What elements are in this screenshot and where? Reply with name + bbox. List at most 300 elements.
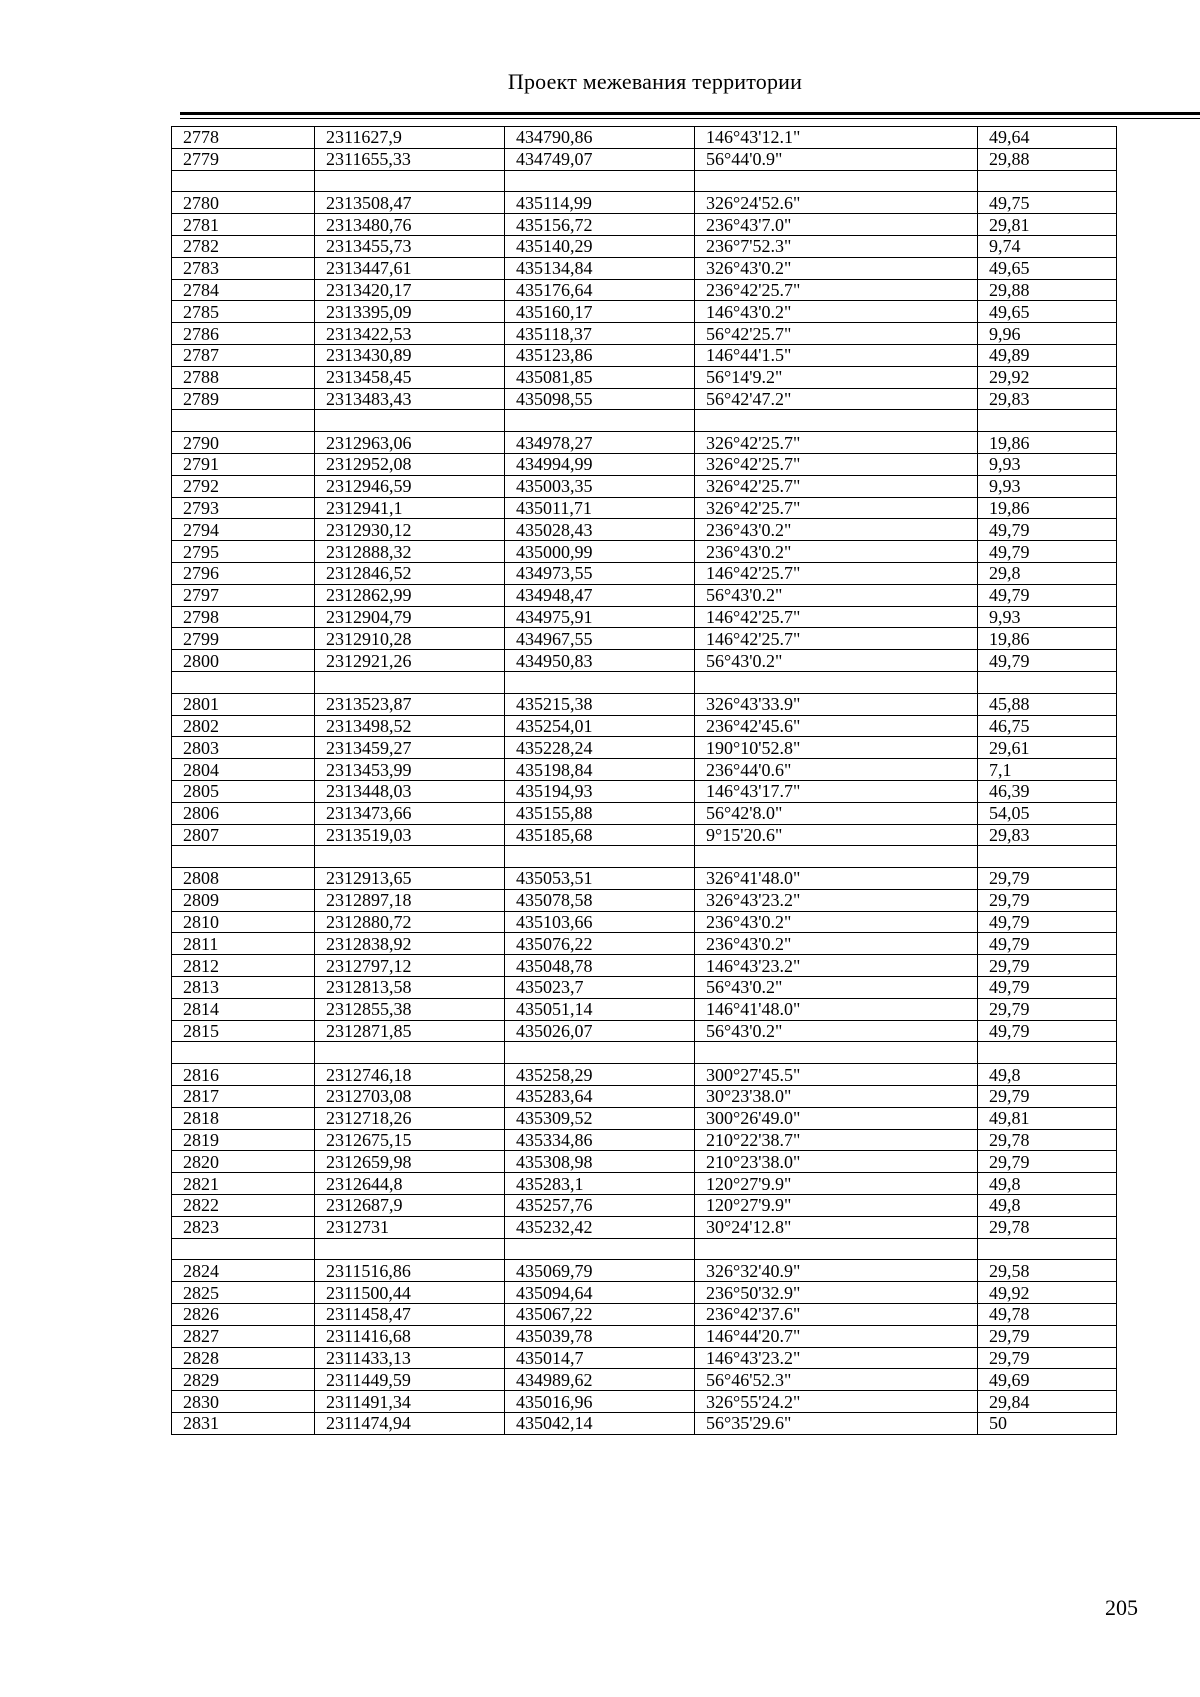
- x-coordinate-cell: [315, 410, 505, 432]
- bearing-cell: 326°42'25.7": [695, 453, 978, 475]
- bearing-cell: [695, 846, 978, 868]
- distance-cell: 49,79: [978, 977, 1117, 999]
- point-number-cell: 2826: [172, 1304, 315, 1326]
- x-coordinate-cell: 2312963,06: [315, 432, 505, 454]
- table-row: [172, 1391, 1117, 1413]
- bearing-cell: 300°26'49.0": [695, 1107, 978, 1129]
- distance-cell: 29,88: [978, 148, 1117, 170]
- x-coordinate-cell: 2312687,9: [315, 1195, 505, 1217]
- y-coordinate-cell: 435067,22: [505, 1304, 695, 1326]
- table-row: [172, 671, 1117, 693]
- point-number-cell: 2794: [172, 519, 315, 541]
- x-coordinate-cell: 2313459,27: [315, 737, 505, 759]
- table-row: [172, 1216, 1117, 1238]
- point-number-cell: 2816: [172, 1064, 315, 1086]
- x-coordinate-cell: 2313447,61: [315, 257, 505, 279]
- distance-cell: 54,05: [978, 802, 1117, 824]
- y-coordinate-cell: 434950,83: [505, 650, 695, 672]
- distance-cell: 49,64: [978, 127, 1117, 149]
- x-coordinate-cell: 2311627,9: [315, 127, 505, 149]
- bearing-cell: 326°43'33.9": [695, 693, 978, 715]
- y-coordinate-cell: [505, 170, 695, 192]
- x-coordinate-cell: [315, 1238, 505, 1260]
- bearing-cell: [695, 1042, 978, 1064]
- y-coordinate-cell: 435069,79: [505, 1260, 695, 1282]
- distance-cell: 9,74: [978, 235, 1117, 257]
- point-number-cell: 2799: [172, 628, 315, 650]
- point-number-cell: 2831: [172, 1413, 315, 1435]
- y-coordinate-cell: 435053,51: [505, 868, 695, 890]
- table-row: [172, 650, 1117, 672]
- bearing-cell: 146°42'25.7": [695, 606, 978, 628]
- x-coordinate-cell: 2313430,89: [315, 344, 505, 366]
- table-row: [172, 955, 1117, 977]
- y-coordinate-cell: [505, 846, 695, 868]
- distance-cell: 49,79: [978, 1020, 1117, 1042]
- bearing-cell: 56°42'25.7": [695, 323, 978, 345]
- coordinates-table-body: [172, 127, 1117, 1435]
- y-coordinate-cell: 435257,76: [505, 1195, 695, 1217]
- table-row: [172, 628, 1117, 650]
- x-coordinate-cell: 2312921,26: [315, 650, 505, 672]
- distance-cell: 9,93: [978, 606, 1117, 628]
- table-row: [172, 911, 1117, 933]
- coordinates-table: [171, 126, 1117, 1435]
- point-number-cell: 2781: [172, 214, 315, 236]
- distance-cell: 46,39: [978, 780, 1117, 802]
- point-number-cell: [172, 671, 315, 693]
- x-coordinate-cell: 2312846,52: [315, 562, 505, 584]
- table-row: [172, 1304, 1117, 1326]
- page-header-title: Проект межевания территории: [507, 69, 803, 94]
- distance-cell: 29,61: [978, 737, 1117, 759]
- bearing-cell: 236°43'0.2": [695, 911, 978, 933]
- y-coordinate-cell: 435156,72: [505, 214, 695, 236]
- y-coordinate-cell: 435016,96: [505, 1391, 695, 1413]
- y-coordinate-cell: 435176,64: [505, 279, 695, 301]
- table-row: [172, 1107, 1117, 1129]
- table-row: [172, 366, 1117, 388]
- bearing-cell: 120°27'9.9": [695, 1173, 978, 1195]
- table-row: [172, 889, 1117, 911]
- y-coordinate-cell: 435094,64: [505, 1282, 695, 1304]
- distance-cell: [978, 846, 1117, 868]
- y-coordinate-cell: 435258,29: [505, 1064, 695, 1086]
- x-coordinate-cell: 2313422,53: [315, 323, 505, 345]
- y-coordinate-cell: 435026,07: [505, 1020, 695, 1042]
- y-coordinate-cell: 435003,35: [505, 475, 695, 497]
- bearing-cell: 146°42'25.7": [695, 628, 978, 650]
- point-number-cell: 2791: [172, 453, 315, 475]
- point-number-cell: 2792: [172, 475, 315, 497]
- y-coordinate-cell: 434948,47: [505, 584, 695, 606]
- distance-cell: 49,79: [978, 911, 1117, 933]
- table-row: [172, 802, 1117, 824]
- x-coordinate-cell: 2312904,79: [315, 606, 505, 628]
- x-coordinate-cell: 2312659,98: [315, 1151, 505, 1173]
- table-row: [172, 127, 1117, 149]
- x-coordinate-cell: 2313455,73: [315, 235, 505, 257]
- y-coordinate-cell: 435160,17: [505, 301, 695, 323]
- y-coordinate-cell: 434967,55: [505, 628, 695, 650]
- x-coordinate-cell: 2312941,1: [315, 497, 505, 519]
- bearing-cell: 210°23'38.0": [695, 1151, 978, 1173]
- table-row: [172, 1282, 1117, 1304]
- point-number-cell: 2805: [172, 780, 315, 802]
- point-number-cell: [172, 846, 315, 868]
- distance-cell: 49,65: [978, 301, 1117, 323]
- point-number-cell: 2822: [172, 1195, 315, 1217]
- x-coordinate-cell: 2312675,15: [315, 1129, 505, 1151]
- table-row: [172, 977, 1117, 999]
- bearing-cell: 146°43'23.2": [695, 955, 978, 977]
- point-number-cell: [172, 410, 315, 432]
- table-row: [172, 1086, 1117, 1108]
- distance-cell: 19,86: [978, 432, 1117, 454]
- table-row: [172, 759, 1117, 781]
- x-coordinate-cell: 2312644,8: [315, 1173, 505, 1195]
- point-number-cell: 2790: [172, 432, 315, 454]
- point-number-cell: 2819: [172, 1129, 315, 1151]
- y-coordinate-cell: 435118,37: [505, 323, 695, 345]
- point-number-cell: 2780: [172, 192, 315, 214]
- point-number-cell: 2812: [172, 955, 315, 977]
- x-coordinate-cell: 2311458,47: [315, 1304, 505, 1326]
- point-number-cell: 2811: [172, 933, 315, 955]
- bearing-cell: 236°43'7.0": [695, 214, 978, 236]
- distance-cell: 29,92: [978, 366, 1117, 388]
- point-number-cell: 2784: [172, 279, 315, 301]
- distance-cell: 49,79: [978, 933, 1117, 955]
- y-coordinate-cell: 435078,58: [505, 889, 695, 911]
- bearing-cell: 326°55'24.2": [695, 1391, 978, 1413]
- table-row: [172, 715, 1117, 737]
- x-coordinate-cell: 2311416,68: [315, 1325, 505, 1347]
- distance-cell: 29,79: [978, 889, 1117, 911]
- y-coordinate-cell: 435014,7: [505, 1347, 695, 1369]
- x-coordinate-cell: 2312910,28: [315, 628, 505, 650]
- table-row: [172, 868, 1117, 890]
- table-row: [172, 1129, 1117, 1151]
- x-coordinate-cell: 2312888,32: [315, 541, 505, 563]
- bearing-cell: 326°43'23.2": [695, 889, 978, 911]
- bearing-cell: 236°43'0.2": [695, 519, 978, 541]
- point-number-cell: 2793: [172, 497, 315, 519]
- table-row: [172, 497, 1117, 519]
- bearing-cell: 326°42'25.7": [695, 475, 978, 497]
- point-number-cell: 2787: [172, 344, 315, 366]
- bearing-cell: 236°7'52.3": [695, 235, 978, 257]
- point-number-cell: [172, 1042, 315, 1064]
- distance-cell: 29,58: [978, 1260, 1117, 1282]
- distance-cell: [978, 1042, 1117, 1064]
- x-coordinate-cell: 2312871,85: [315, 1020, 505, 1042]
- y-coordinate-cell: [505, 410, 695, 432]
- table-row: [172, 541, 1117, 563]
- x-coordinate-cell: 2311500,44: [315, 1282, 505, 1304]
- point-number-cell: 2821: [172, 1173, 315, 1195]
- y-coordinate-cell: 435308,98: [505, 1151, 695, 1173]
- distance-cell: 29,88: [978, 279, 1117, 301]
- point-number-cell: [172, 1238, 315, 1260]
- distance-cell: 29,78: [978, 1216, 1117, 1238]
- point-number-cell: 2800: [172, 650, 315, 672]
- bearing-cell: 146°43'0.2": [695, 301, 978, 323]
- bearing-cell: 56°43'0.2": [695, 977, 978, 999]
- point-number-cell: [172, 170, 315, 192]
- bearing-cell: 56°44'0.9": [695, 148, 978, 170]
- distance-cell: 29,79: [978, 1086, 1117, 1108]
- table-row: [172, 170, 1117, 192]
- point-number-cell: 2795: [172, 541, 315, 563]
- table-row: [172, 584, 1117, 606]
- x-coordinate-cell: 2311433,13: [315, 1347, 505, 1369]
- table-row: [172, 562, 1117, 584]
- point-number-cell: 2788: [172, 366, 315, 388]
- distance-cell: 49,89: [978, 344, 1117, 366]
- y-coordinate-cell: 435215,38: [505, 693, 695, 715]
- distance-cell: 9,96: [978, 323, 1117, 345]
- y-coordinate-cell: 435309,52: [505, 1107, 695, 1129]
- y-coordinate-cell: 435042,14: [505, 1413, 695, 1435]
- x-coordinate-cell: 2313483,43: [315, 388, 505, 410]
- bearing-cell: 120°27'9.9": [695, 1195, 978, 1217]
- x-coordinate-cell: 2311655,33: [315, 148, 505, 170]
- table-row: [172, 1325, 1117, 1347]
- point-number-cell: 2817: [172, 1086, 315, 1108]
- x-coordinate-cell: 2313523,87: [315, 693, 505, 715]
- distance-cell: 29,8: [978, 562, 1117, 584]
- x-coordinate-cell: 2313519,03: [315, 824, 505, 846]
- distance-cell: 29,79: [978, 1347, 1117, 1369]
- bearing-cell: 326°32'40.9": [695, 1260, 978, 1282]
- point-number-cell: 2778: [172, 127, 315, 149]
- y-coordinate-cell: 435114,99: [505, 192, 695, 214]
- x-coordinate-cell: 2313498,52: [315, 715, 505, 737]
- point-number-cell: 2783: [172, 257, 315, 279]
- point-number-cell: 2813: [172, 977, 315, 999]
- bearing-cell: 236°50'32.9": [695, 1282, 978, 1304]
- bearing-cell: 56°35'29.6": [695, 1413, 978, 1435]
- bearing-cell: 146°43'23.2": [695, 1347, 978, 1369]
- point-number-cell: 2782: [172, 235, 315, 257]
- distance-cell: 49,79: [978, 584, 1117, 606]
- x-coordinate-cell: 2312952,08: [315, 453, 505, 475]
- point-number-cell: 2796: [172, 562, 315, 584]
- distance-cell: 49,8: [978, 1173, 1117, 1195]
- point-number-cell: 2823: [172, 1216, 315, 1238]
- y-coordinate-cell: 435334,86: [505, 1129, 695, 1151]
- distance-cell: 49,78: [978, 1304, 1117, 1326]
- point-number-cell: 2828: [172, 1347, 315, 1369]
- bearing-cell: [695, 410, 978, 432]
- distance-cell: 29,84: [978, 1391, 1117, 1413]
- bearing-cell: 236°44'0.6": [695, 759, 978, 781]
- table-row: [172, 1413, 1117, 1435]
- table-row: [172, 279, 1117, 301]
- x-coordinate-cell: 2313458,45: [315, 366, 505, 388]
- table-row: [172, 1020, 1117, 1042]
- bearing-cell: 146°42'25.7": [695, 562, 978, 584]
- table-row: [172, 1151, 1117, 1173]
- table-row: [172, 824, 1117, 846]
- bearing-cell: 9°15'20.6": [695, 824, 978, 846]
- x-coordinate-cell: 2311474,94: [315, 1413, 505, 1435]
- bearing-cell: 30°23'38.0": [695, 1086, 978, 1108]
- table-row: [172, 344, 1117, 366]
- x-coordinate-cell: 2313473,66: [315, 802, 505, 824]
- x-coordinate-cell: 2312797,12: [315, 955, 505, 977]
- distance-cell: 29,79: [978, 998, 1117, 1020]
- distance-cell: 19,86: [978, 628, 1117, 650]
- table-row: [172, 301, 1117, 323]
- table-row: [172, 693, 1117, 715]
- table-row: [172, 1173, 1117, 1195]
- distance-cell: 7,1: [978, 759, 1117, 781]
- bearing-cell: 56°43'0.2": [695, 1020, 978, 1042]
- table-row: [172, 519, 1117, 541]
- y-coordinate-cell: 435198,84: [505, 759, 695, 781]
- table-row: [172, 1369, 1117, 1391]
- header-rule-thin: [180, 118, 1200, 119]
- bearing-cell: 236°42'25.7": [695, 279, 978, 301]
- y-coordinate-cell: 434989,62: [505, 1369, 695, 1391]
- distance-cell: 49,65: [978, 257, 1117, 279]
- bearing-cell: 326°41'48.0": [695, 868, 978, 890]
- point-number-cell: 2830: [172, 1391, 315, 1413]
- x-coordinate-cell: 2312718,26: [315, 1107, 505, 1129]
- y-coordinate-cell: 435028,43: [505, 519, 695, 541]
- x-coordinate-cell: 2312731: [315, 1216, 505, 1238]
- distance-cell: 29,81: [978, 214, 1117, 236]
- y-coordinate-cell: 435023,7: [505, 977, 695, 999]
- x-coordinate-cell: 2313453,99: [315, 759, 505, 781]
- table-row: [172, 737, 1117, 759]
- x-coordinate-cell: [315, 846, 505, 868]
- bearing-cell: 146°44'1.5": [695, 344, 978, 366]
- y-coordinate-cell: 435039,78: [505, 1325, 695, 1347]
- point-number-cell: 2815: [172, 1020, 315, 1042]
- point-number-cell: 2801: [172, 693, 315, 715]
- table-row: [172, 192, 1117, 214]
- table-row: [172, 148, 1117, 170]
- table-row: [172, 933, 1117, 955]
- y-coordinate-cell: 435011,71: [505, 497, 695, 519]
- bearing-cell: 146°43'17.7": [695, 780, 978, 802]
- bearing-cell: [695, 1238, 978, 1260]
- point-number-cell: 2807: [172, 824, 315, 846]
- y-coordinate-cell: 435140,29: [505, 235, 695, 257]
- distance-cell: 49,79: [978, 650, 1117, 672]
- table-row: [172, 388, 1117, 410]
- bearing-cell: 56°42'47.2": [695, 388, 978, 410]
- y-coordinate-cell: 435098,55: [505, 388, 695, 410]
- bearing-cell: 146°44'20.7": [695, 1325, 978, 1347]
- y-coordinate-cell: 435155,88: [505, 802, 695, 824]
- y-coordinate-cell: 434975,91: [505, 606, 695, 628]
- point-number-cell: 2806: [172, 802, 315, 824]
- point-number-cell: 2827: [172, 1325, 315, 1347]
- distance-cell: 49,79: [978, 541, 1117, 563]
- y-coordinate-cell: 434790,86: [505, 127, 695, 149]
- page-number: 205: [1105, 1595, 1138, 1620]
- table-row: [172, 1042, 1117, 1064]
- bearing-cell: 30°24'12.8": [695, 1216, 978, 1238]
- x-coordinate-cell: 2312930,12: [315, 519, 505, 541]
- bearing-cell: 146°43'12.1": [695, 127, 978, 149]
- y-coordinate-cell: 435283,64: [505, 1086, 695, 1108]
- table-row: [172, 606, 1117, 628]
- table-row: [172, 323, 1117, 345]
- table-row: [172, 214, 1117, 236]
- bearing-cell: 326°43'0.2": [695, 257, 978, 279]
- distance-cell: 49,69: [978, 1369, 1117, 1391]
- bearing-cell: 146°41'48.0": [695, 998, 978, 1020]
- y-coordinate-cell: 435283,1: [505, 1173, 695, 1195]
- table-row: [172, 1064, 1117, 1086]
- y-coordinate-cell: 435194,93: [505, 780, 695, 802]
- point-number-cell: 2808: [172, 868, 315, 890]
- table-row: [172, 235, 1117, 257]
- header-rule-thick: [180, 112, 1200, 115]
- x-coordinate-cell: 2312862,99: [315, 584, 505, 606]
- bearing-cell: [695, 671, 978, 693]
- point-number-cell: 2804: [172, 759, 315, 781]
- bearing-cell: 236°43'0.2": [695, 933, 978, 955]
- x-coordinate-cell: [315, 170, 505, 192]
- point-number-cell: 2829: [172, 1369, 315, 1391]
- y-coordinate-cell: [505, 1238, 695, 1260]
- point-number-cell: 2810: [172, 911, 315, 933]
- table-row: [172, 475, 1117, 497]
- bearing-cell: 326°42'25.7": [695, 432, 978, 454]
- distance-cell: 29,79: [978, 868, 1117, 890]
- y-coordinate-cell: 434749,07: [505, 148, 695, 170]
- x-coordinate-cell: [315, 671, 505, 693]
- point-number-cell: 2802: [172, 715, 315, 737]
- x-coordinate-cell: 2311491,34: [315, 1391, 505, 1413]
- point-number-cell: 2789: [172, 388, 315, 410]
- distance-cell: 45,88: [978, 693, 1117, 715]
- point-number-cell: 2779: [172, 148, 315, 170]
- x-coordinate-cell: 2313508,47: [315, 192, 505, 214]
- distance-cell: 29,79: [978, 1325, 1117, 1347]
- y-coordinate-cell: 435232,42: [505, 1216, 695, 1238]
- bearing-cell: 326°24'52.6": [695, 192, 978, 214]
- table-row: [172, 1260, 1117, 1282]
- x-coordinate-cell: 2312946,59: [315, 475, 505, 497]
- bearing-cell: 56°42'8.0": [695, 802, 978, 824]
- distance-cell: 9,93: [978, 475, 1117, 497]
- y-coordinate-cell: 435103,66: [505, 911, 695, 933]
- table-row: [172, 1238, 1117, 1260]
- table-row: [172, 780, 1117, 802]
- x-coordinate-cell: 2311516,86: [315, 1260, 505, 1282]
- distance-cell: [978, 671, 1117, 693]
- point-number-cell: 2818: [172, 1107, 315, 1129]
- x-coordinate-cell: 2313395,09: [315, 301, 505, 323]
- distance-cell: 49,8: [978, 1064, 1117, 1086]
- x-coordinate-cell: 2312813,58: [315, 977, 505, 999]
- distance-cell: 49,79: [978, 519, 1117, 541]
- distance-cell: 29,78: [978, 1129, 1117, 1151]
- y-coordinate-cell: 435081,85: [505, 366, 695, 388]
- point-number-cell: 2786: [172, 323, 315, 345]
- table-row: [172, 453, 1117, 475]
- bearing-cell: 326°42'25.7": [695, 497, 978, 519]
- point-number-cell: 2798: [172, 606, 315, 628]
- distance-cell: [978, 410, 1117, 432]
